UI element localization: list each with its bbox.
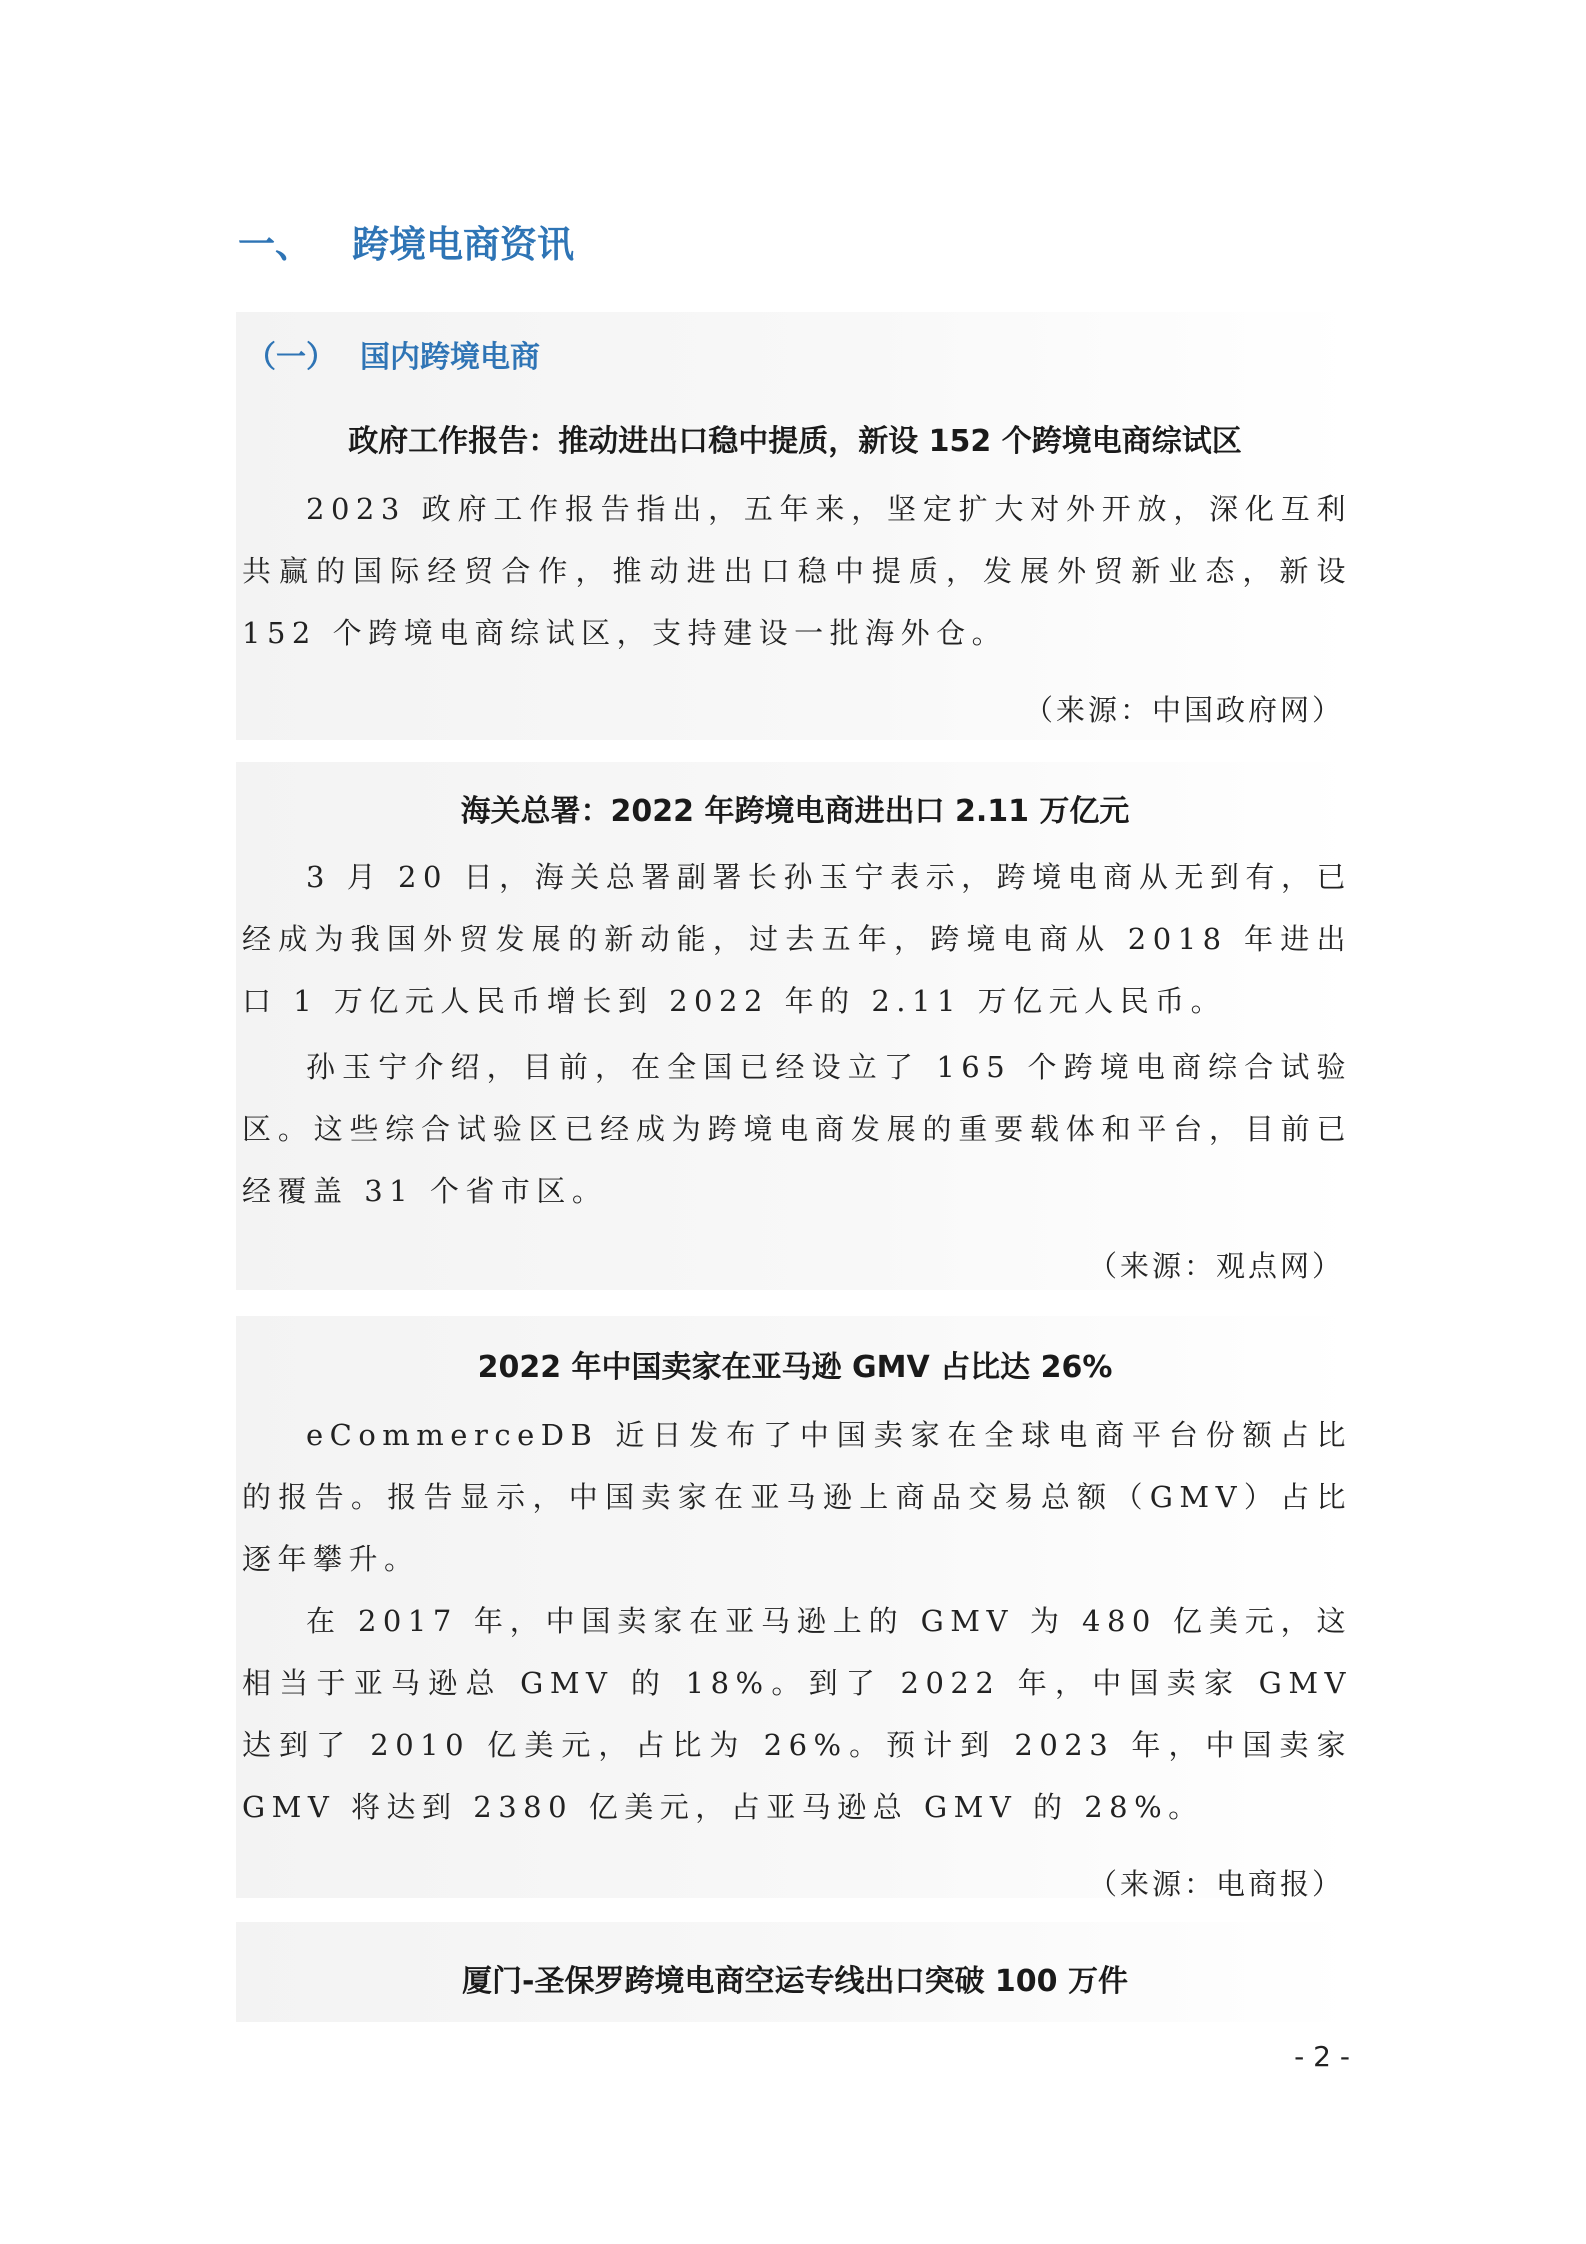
subsection-number: （一） [246, 340, 336, 375]
page-number: - 2 - [1294, 2040, 1350, 2073]
article-title: 政府工作报告：推动进出口稳中提质，新设 152 个跨境电商综试区 [348, 424, 1242, 459]
article-title: 海关总署：2022 年跨境电商进出口 2.11 万亿元 [460, 794, 1130, 829]
article-title: 厦门-圣保罗跨境电商空运专线出口突破 100 万件 [462, 1964, 1128, 1999]
article-source: （来源：观点网） [1087, 1249, 1344, 1283]
subsection-heading [246, 332, 540, 376]
subsection-title: 国内跨境电商 [360, 340, 540, 375]
article-paragraph: 在 2017 年，中国卖家在亚马逊上的 GMV 为 480 亿美元，这相当于亚马逊总 GMV 的 18%。到了 2022 年，中国卖家 GMV 达到了 2010 亿美元，占比为 26%。预计到 2023 年，中国卖家 GMV 将达到 2380 亿美元，占亚马逊总 GMV 的 28%。 [242, 1604, 1352, 1824]
section-title: 跨境电商资讯 [352, 223, 574, 266]
article-title: 2022 年中国卖家在亚马逊 GMV 占比达 26% [477, 1350, 1113, 1385]
article-paragraph: 3 月 20 日，海关总署副署长孙玉宁表示，跨境电商从无到有，已经成为我国外贸发展的新动能，过去五年，跨境电商从 2018 年进出口 1 万亿元人民币增长到 2022 年的 2.11 万亿元人民币。 [242, 860, 1352, 1018]
section-heading [238, 214, 574, 268]
article-paragraph: 2023 政府工作报告指出，五年来，坚定扩大对外开放，深化互利共赢的国际经贸合作，推动进出口稳中提质，发展外贸新业态，新设 152 个跨境电商综试区，支持建设一批海外仓。 [242, 492, 1352, 650]
section-number: 一、 [238, 223, 312, 266]
article-paragraph: eCommerceDB 近日发布了中国卖家在全球电商平台份额占比的报告。报告显示，中国卖家在亚马逊上商品交易总额（GMV）占比逐年攀升。 [242, 1418, 1352, 1576]
article-source: （来源：电商报） [1087, 1867, 1344, 1901]
article-source: （来源：中国政府网） [1023, 693, 1344, 727]
article-paragraph: 孙玉宁介绍，目前，在全国已经设立了 165 个跨境电商综合试验区。这些综合试验区已经成为跨境电商发展的重要载体和平台，目前已经覆盖 31 个省市区。 [242, 1050, 1352, 1208]
